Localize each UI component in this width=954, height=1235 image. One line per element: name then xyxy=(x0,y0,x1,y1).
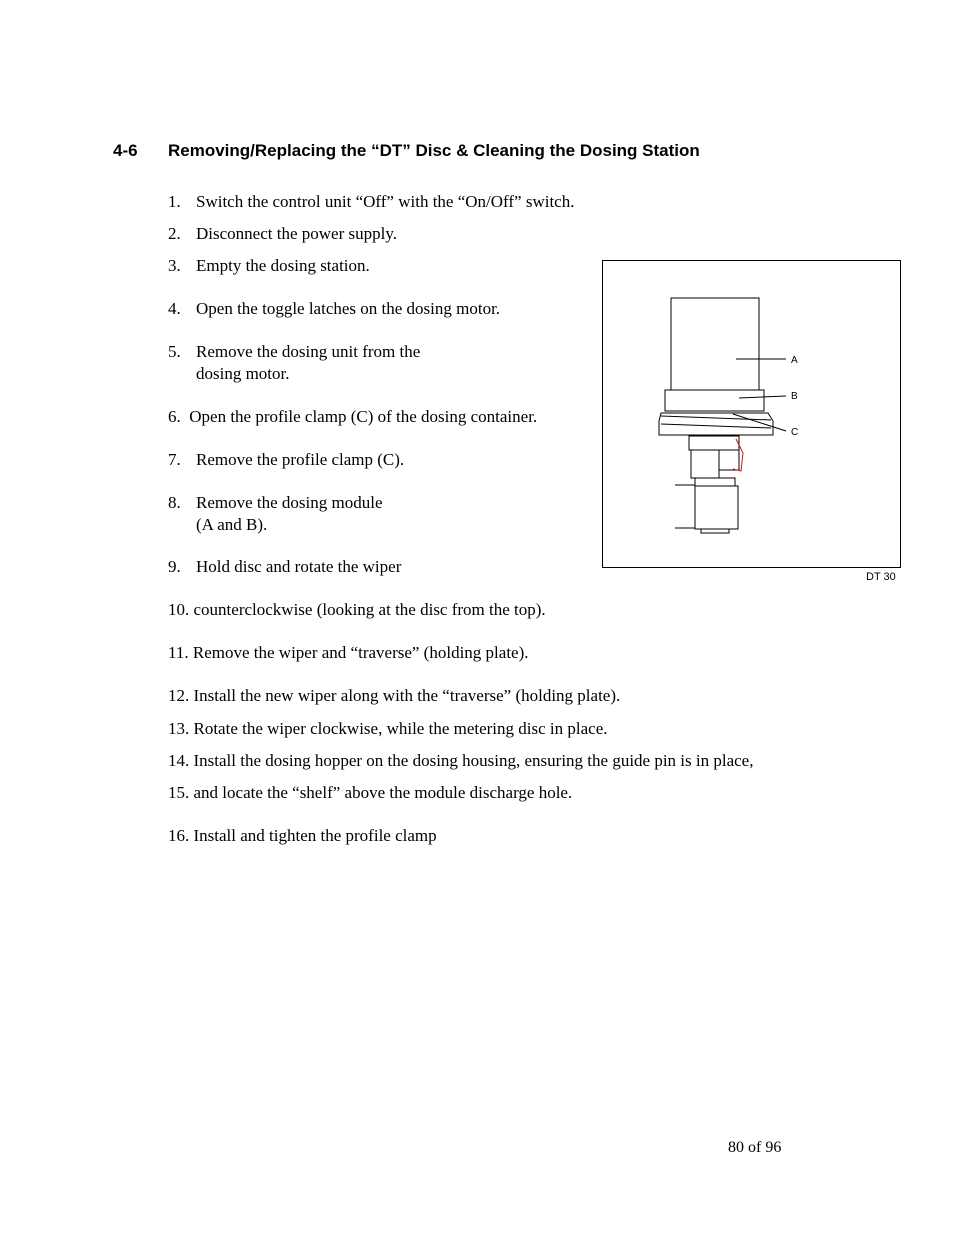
list-item: 1. Switch the control unit “Off” with the “On/Off” switch. xyxy=(168,192,575,211)
list-item: 3. Empty the dosing station. xyxy=(168,256,370,275)
label-a: A xyxy=(791,355,798,366)
list-item: 15. and locate the “shelf” above the module discharge hole. xyxy=(168,783,573,802)
dosing-station-figure xyxy=(602,260,901,568)
list-item: 6. Open the profile clamp (C) of the dosing container. xyxy=(168,407,538,426)
label-b: B xyxy=(791,391,798,402)
lower-housing xyxy=(695,486,738,529)
list-item: 8. Remove the dosing module (A and B). xyxy=(168,493,383,534)
list-item: 7. Remove the profile clamp (C). xyxy=(168,450,405,469)
section-number: 4-6 xyxy=(113,141,138,160)
list-item: 5. Remove the dosing unit from the dosing motor. xyxy=(168,342,421,383)
list-item: 16. Install and tighten the profile clamp xyxy=(168,826,437,845)
red-wire xyxy=(733,439,743,471)
leader-c xyxy=(733,414,786,431)
section-heading xyxy=(113,141,700,161)
list-item: 4. Open the toggle latches on the dosing motor. xyxy=(168,299,501,318)
figure-caption: DT 30 xyxy=(866,571,896,583)
list-item: 12. Install the new wiper along with the “traverse” (holding plate). xyxy=(168,686,621,705)
list-item: 10. counterclockwise (looking at the disc from the top). xyxy=(168,600,546,619)
dosing-station-diagram xyxy=(603,261,900,567)
list-item: 11. Remove the wiper and “traverse” (holding plate). xyxy=(168,643,529,662)
list-item: 9. Hold disc and rotate the wiper xyxy=(168,557,402,576)
page-number: 80 of 96 xyxy=(728,1139,782,1156)
leader-b xyxy=(739,396,786,398)
list-item: 14. Install the dosing hopper on the dosing housing, ensuring the guide pin is in place, xyxy=(168,751,754,770)
list-item: 13. Rotate the wiper clockwise, while the metering disc in place. xyxy=(168,719,608,738)
ring-b xyxy=(665,390,764,411)
label-c: C xyxy=(791,427,799,438)
list-item: 2. Disconnect the power supply. xyxy=(168,224,397,243)
section-title: Removing/Replacing the “DT” Disc & Cleaning the Dosing Station xyxy=(168,141,700,160)
hopper-body xyxy=(671,298,759,390)
